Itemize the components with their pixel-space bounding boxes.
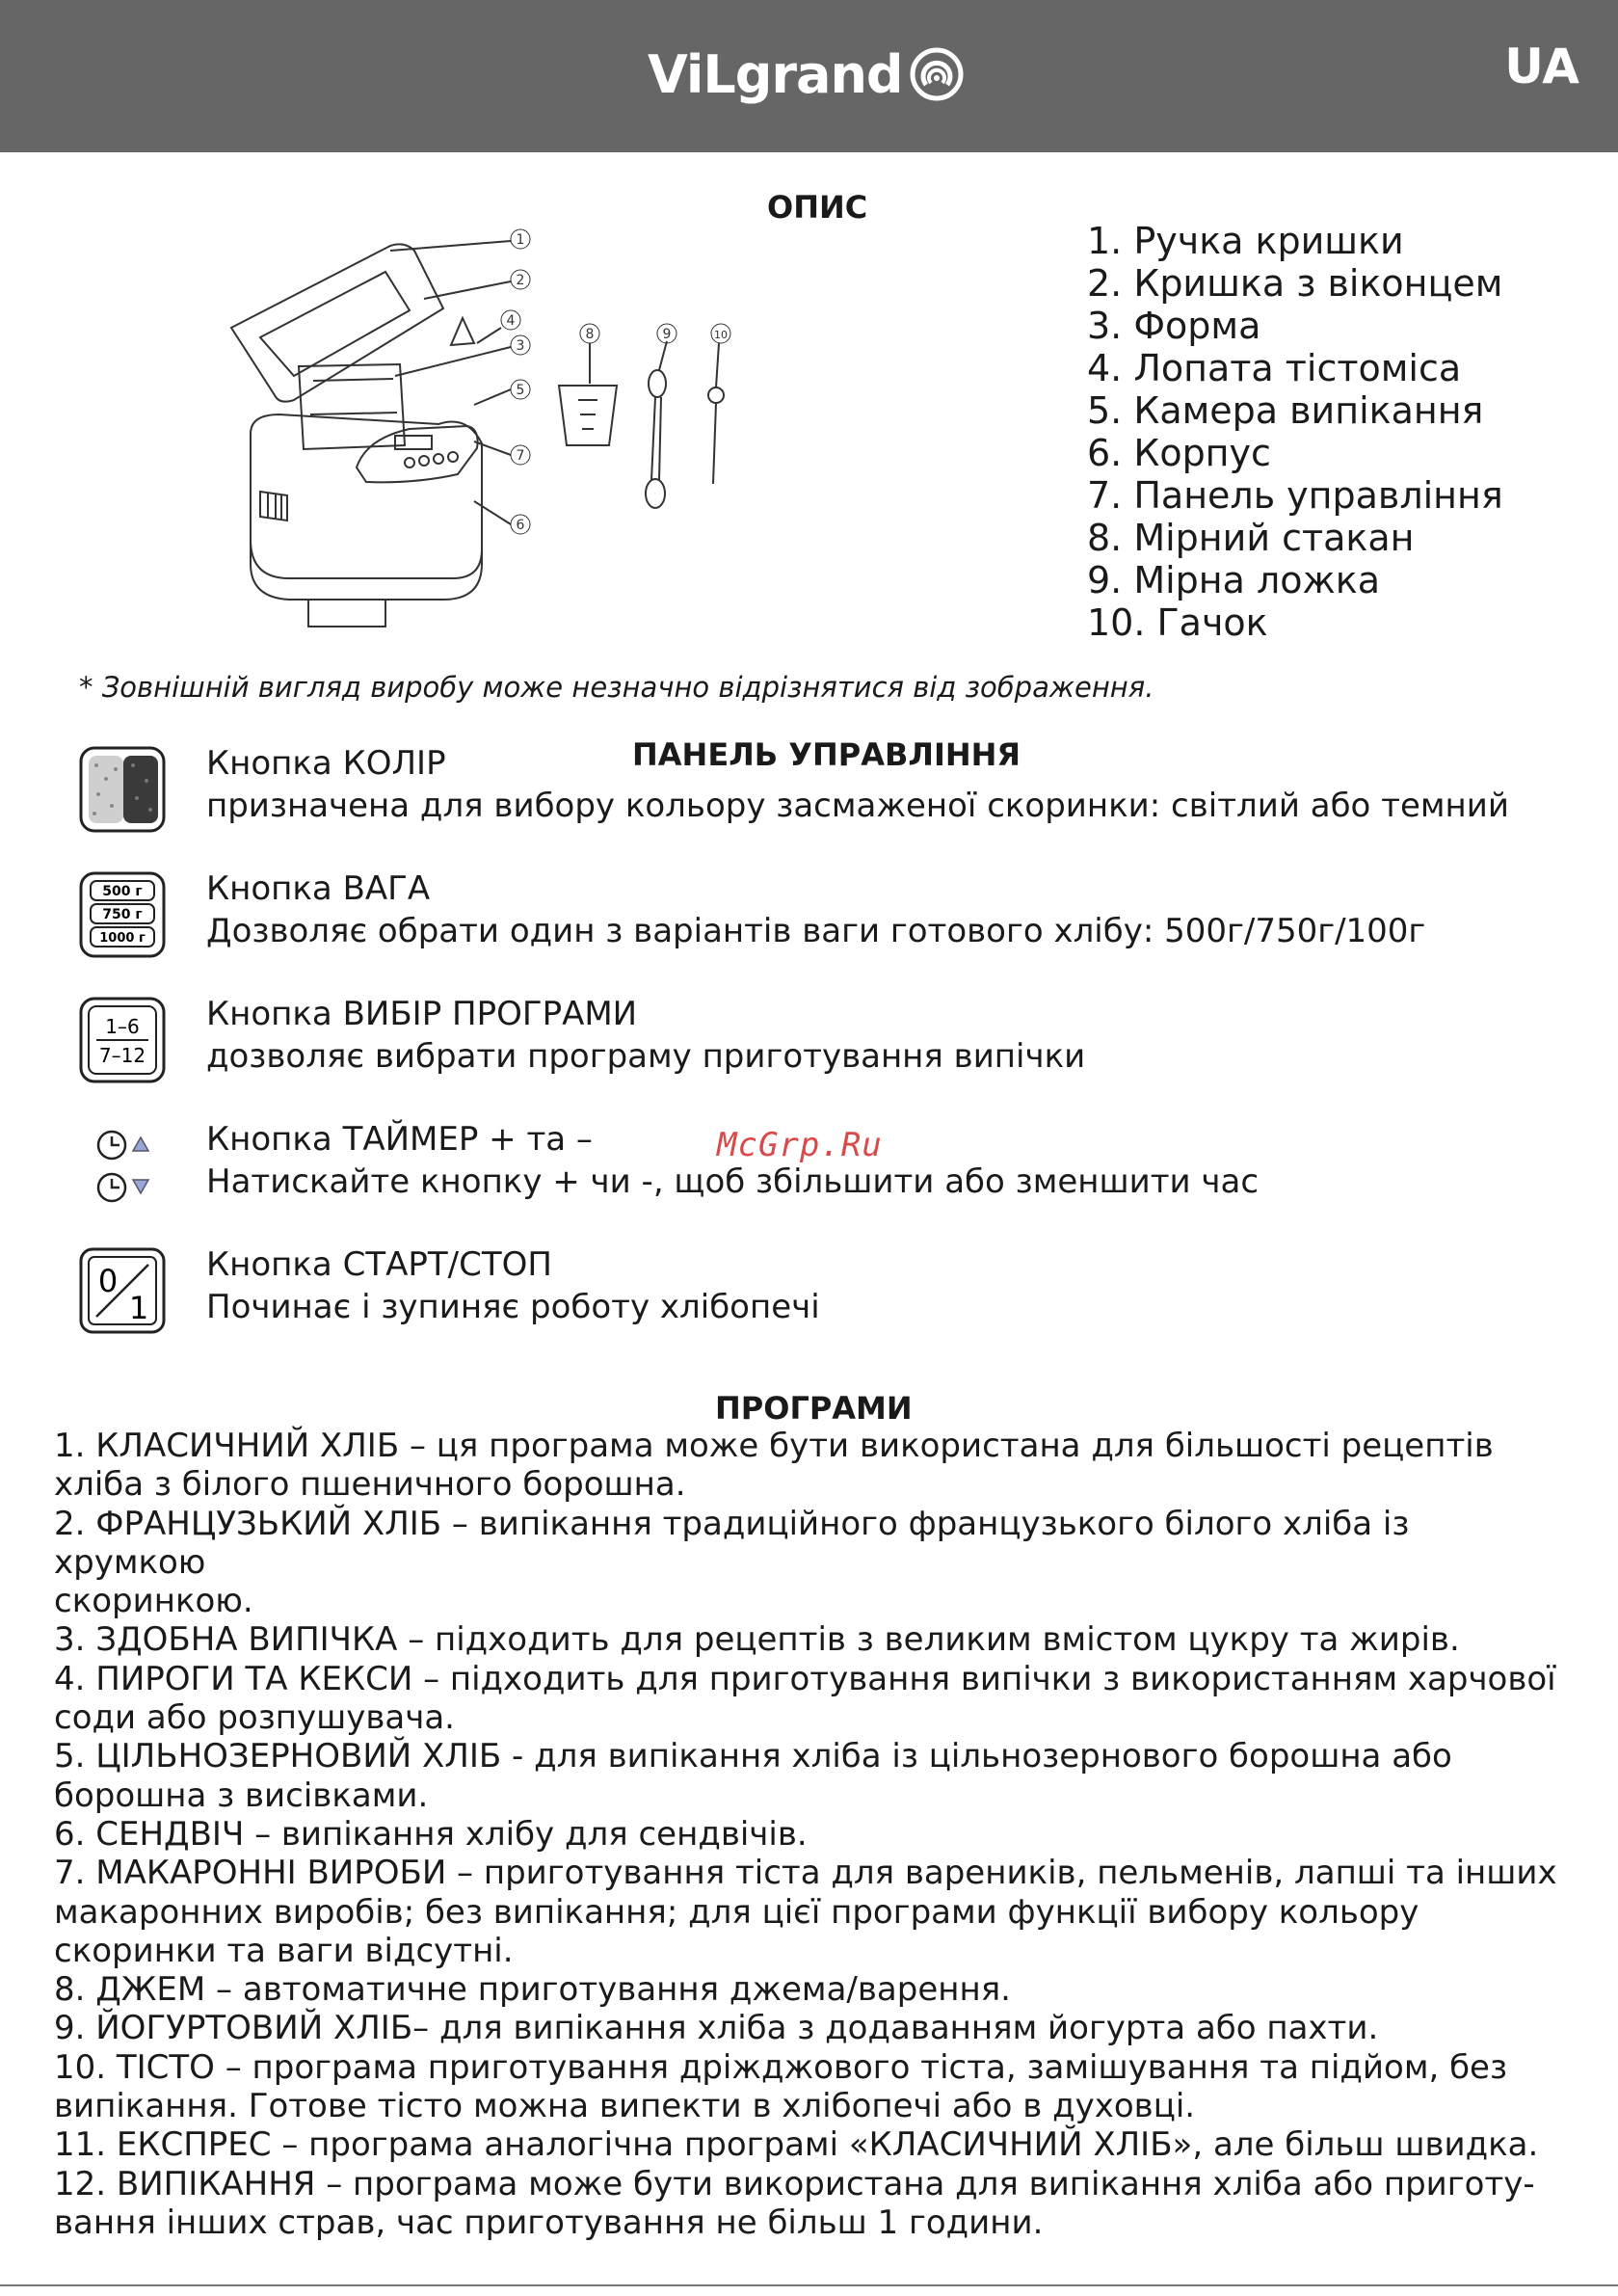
lid <box>231 244 443 401</box>
list-item: 3. Форма <box>1087 305 1261 347</box>
list-item: макаронних виробів; без випікання; для цієї програми функції вибору кольору <box>54 1892 1419 1932</box>
weight-label-750: 750 г <box>102 907 143 922</box>
machine-body <box>251 414 482 578</box>
measuring-spoon <box>646 370 666 508</box>
timer-icon <box>77 1118 168 1215</box>
list-item: 11. ЕКСПРЕС – програма аналогічна програмі «КЛАСИЧНИЙ ХЛІБ», але більш швидка. <box>54 2125 1539 2165</box>
list-item: 3. ЗДОБНА ВИПІЧКА – підходить для рецептів з великим вмістом цукру та жирів. <box>54 1620 1460 1660</box>
callout-3: 3 <box>516 338 525 354</box>
control-panel-title: ПАНЕЛЬ УПРАВЛІННЯ <box>632 736 1021 773</box>
list-item: 9. Мірна ложка <box>1087 559 1381 601</box>
button-row-color <box>77 742 1561 848</box>
list-item: 7. Панель управління <box>1087 474 1503 517</box>
callout-8: 8 <box>585 327 595 342</box>
callout-4: 4 <box>506 313 516 329</box>
hook <box>708 387 724 484</box>
list-item: 10. Гачок <box>1087 601 1268 644</box>
programs-title: ПРОГРАМИ <box>715 1390 913 1427</box>
description-title: ОПИС <box>767 189 868 226</box>
programs-list <box>54 1427 1567 2242</box>
callout-2: 2 <box>516 273 525 288</box>
list-item: 1. КЛАСИЧНИЙ ХЛІБ – ця програма може бути використана для більшості рецептів <box>54 1427 1494 1465</box>
start-stop-label-1: 1 <box>128 1290 149 1326</box>
program-range-1: 1–6 <box>105 1015 140 1038</box>
weight-label-500: 500 г <box>102 884 143 899</box>
callout-9: 9 <box>662 327 672 342</box>
button-row-program <box>77 993 1561 1099</box>
brand-emblem-icon <box>909 46 965 102</box>
list-item: 1. Ручка кришки <box>1087 220 1404 262</box>
list-item: соди або розпушувача. <box>54 1698 455 1738</box>
weight-label-1000: 1000 г <box>99 931 146 946</box>
list-item: 12. ВИПІКАННЯ – програма може бути використана для випікання хліба або приготу- <box>54 2164 1535 2203</box>
button-name: Кнопка СТАРТ/СТОП <box>206 1245 552 1284</box>
list-item: 2. ФРАНЦУЗЬКИЙ ХЛІБ – випікання традиційного французького білого хліба із хрумкою <box>54 1504 1410 1582</box>
button-description: Починає і зупиняє роботу хлібопечі <box>206 1288 820 1326</box>
weight-icon <box>77 868 168 964</box>
list-item: 8. Мірний стакан <box>1087 517 1415 559</box>
callout-5: 5 <box>516 383 525 398</box>
list-item: 10. ТІСТО – програма приготування дріжджового тіста, замішування та підйом, без <box>54 2047 1508 2087</box>
callout-6: 6 <box>516 518 525 533</box>
callout-7: 7 <box>516 448 525 464</box>
button-name: Кнопка ВАГА <box>206 869 431 908</box>
program-range-2: 7–12 <box>98 1044 146 1067</box>
callout-10: 10 <box>714 329 728 341</box>
button-description: призначена для вибору кольору засмаженої скоринки: світлий або темний <box>206 787 1509 825</box>
button-name: Кнопка ВИБІР ПРОГРАМИ <box>206 995 638 1033</box>
list-item: скоринки та ваги відсутні. <box>54 1931 514 1970</box>
appearance-note: * Зовнішній вигляд виробу може незначно відрізнятися від зображення. <box>79 671 1154 704</box>
list-item: 2. Кришка з віконцем <box>1087 262 1503 305</box>
button-description: Дозволяє обрати один з варіантів ваги готового хлібу: 500г/750г/100г <box>206 912 1426 950</box>
parts-list <box>1087 220 1503 644</box>
list-item: вання інших страв, час приготування не більш 1 години. <box>54 2203 1044 2242</box>
list-item: скоринкою. <box>54 1582 253 1621</box>
control-panel <box>357 426 478 482</box>
list-item: випікання. Готове тісто можна випекти в хлібопечі або в духовці. <box>54 2087 1196 2126</box>
start-stop-label-0: 0 <box>97 1263 119 1299</box>
bread-maker-illustration <box>222 222 800 646</box>
program-select-icon <box>77 993 168 1089</box>
watermark: McGrp.Ru <box>717 1126 883 1164</box>
button-description: Натискайте кнопку + чи -, щоб збільшити або зменшити час <box>206 1162 1260 1201</box>
start-stop-icon <box>77 1243 168 1340</box>
button-description: дозволяє вибрати програму приготування випічки <box>206 1037 1086 1076</box>
brand-logo <box>648 40 965 108</box>
callout-1: 1 <box>516 232 525 248</box>
footer-divider <box>0 2284 1618 2286</box>
list-item: 5. Камера випікання <box>1087 389 1484 432</box>
button-row-weight <box>77 868 1561 974</box>
list-item: 5. ЦІЛЬНОЗЕРНОВИЙ ХЛІБ - для випікання хліба із цільнозернового борошна або <box>54 1737 1452 1776</box>
brand-name: ViLgrand <box>648 43 903 105</box>
button-name: Кнопка ТАЙМЕР + та – <box>206 1120 593 1159</box>
page-header <box>0 0 1618 152</box>
list-item: хліба з білого пшеничного борошна. <box>54 1465 686 1505</box>
list-item: 4. ПИРОГИ ТА КЕКСИ – підходить для приготування випічки з використанням харчової <box>54 1659 1556 1698</box>
button-row-start-stop <box>77 1243 1561 1349</box>
list-item: борошна з висівками. <box>54 1775 429 1815</box>
list-item: 6. Корпус <box>1087 432 1271 474</box>
language-code: UA <box>1504 39 1579 94</box>
kneading-paddle <box>451 318 474 345</box>
list-item: 9. ЙОГУРТОВИЙ ХЛІБ– для випікання хліба з додаванням йогурта або пахти. <box>54 2009 1379 2048</box>
button-name: Кнопка КОЛІР <box>206 744 446 783</box>
crust-color-icon <box>77 742 168 839</box>
list-item: 6. СЕНДВІЧ – випікання хлібу для сендвічів. <box>54 1814 808 1854</box>
list-item: 8. ДЖЕМ – автоматичне приготування джема/варення. <box>54 1970 1011 2010</box>
list-item: 7. МАКАРОННІ ВИРОБИ – приготування тіста для вареників, пельменів, лапші та інших <box>54 1854 1557 1893</box>
list-item: 4. Лопата тістоміса <box>1087 347 1462 389</box>
